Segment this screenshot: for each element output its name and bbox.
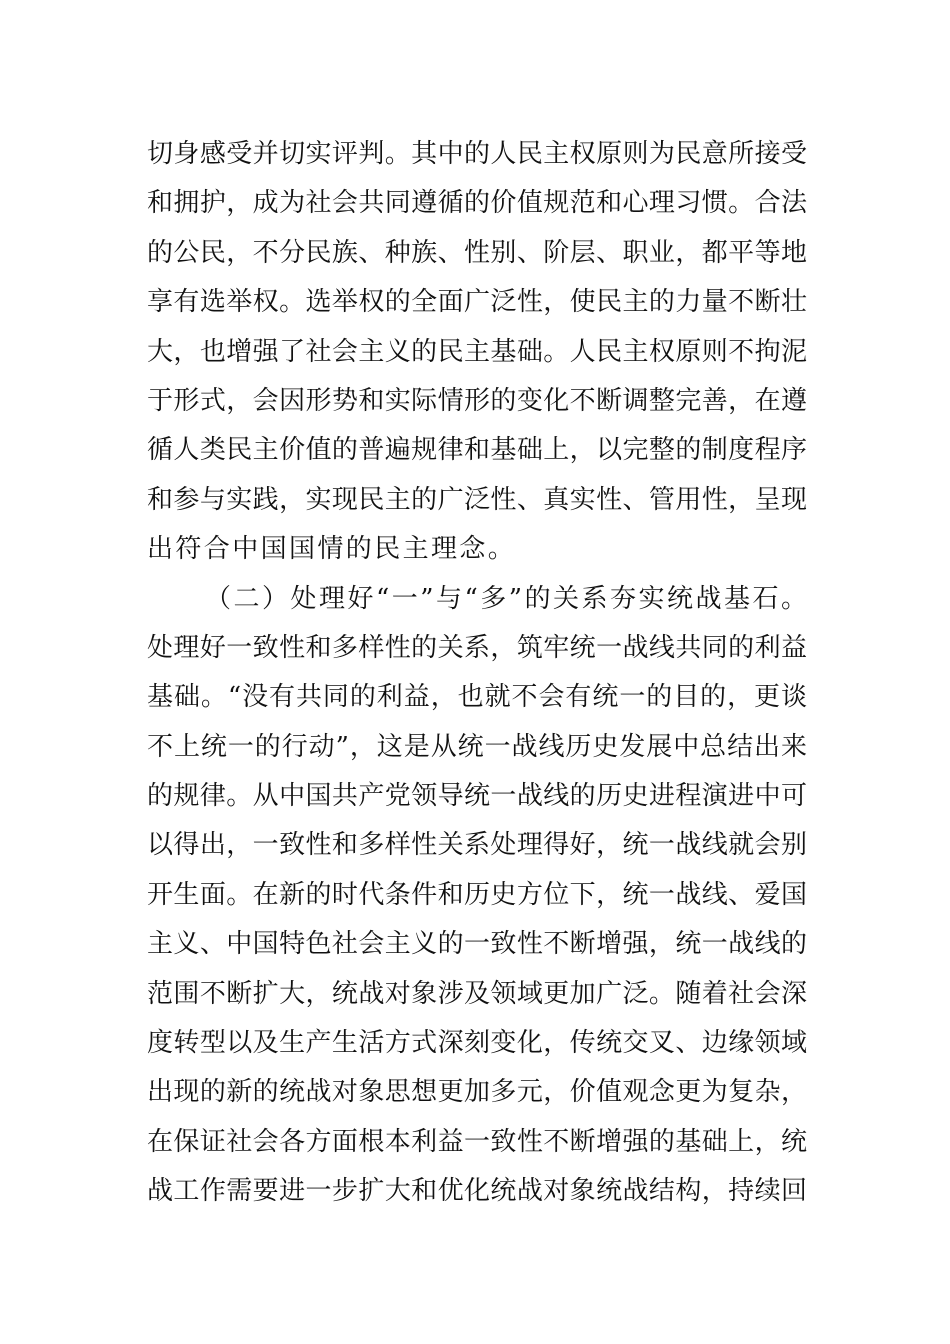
text-line: 主义、中国特色社会主义的一致性不断增强，统一战线的 (147, 929, 807, 960)
text-line: 享有选举权。选举权的全面广泛性，使民主的力量不断壮 (147, 287, 807, 318)
text-line: 出现的新的统战对象思想更加多元，价值观念更为复杂， (147, 1077, 807, 1108)
text-line: 于形式，会因形势和实际情形的变化不断调整完善，在遵 (147, 385, 807, 416)
text-line: 切身感受并切实评判。其中的人民主权原则为民意所接受 (147, 139, 807, 169)
body-text (147, 130, 807, 1217)
text-line: 的规律。从中国共产党领导统一战线的历史进程演进中可 (147, 781, 807, 812)
text-line: 不上统一的行动”，这是从统一战线历史发展中总结出来 (147, 731, 807, 762)
text-line: 开生面。在新的时代条件和历史方位下，统一战线、爱国 (147, 879, 807, 910)
text-line: 处理好一致性和多样性的关系，筑牢统一战线共同的利益 (147, 632, 807, 663)
text-line: 以得出，一致性和多样性关系处理得好，统一战线就会别 (147, 830, 807, 861)
paragraph-end-line: 出符合中国国情的民主理念。 (147, 534, 517, 565)
section-heading: （二）处理好“一”与“多”的关系夯实统战基石。 (205, 583, 807, 614)
text-line: 大，也增强了社会主义的民主基础。人民主权原则不拘泥 (147, 336, 807, 367)
text-line: 基础。“没有共同的利益，也就不会有统一的目的，更谈 (147, 682, 807, 713)
text-line: 循人类民主价值的普遍规律和基础上，以完整的制度程序 (147, 435, 807, 466)
text-line: 和参与实践，实现民主的广泛性、真实性、管用性，呈现 (147, 484, 807, 515)
text-line: 在保证社会各方面根本利益一致性不断增强的基础上，统 (147, 1126, 807, 1157)
text-line: 范围不断扩大，统战对象涉及领域更加广泛。随着社会深 (147, 978, 807, 1009)
text-line: 的公民，不分民族、种族、性别、阶层、职业，都平等地 (147, 237, 807, 268)
text-line: 和拥护，成为社会共同遵循的价值规范和心理习惯。合法 (147, 188, 807, 219)
text-line: 战工作需要进一步扩大和优化统战对象统战结构，持续回 (147, 1176, 807, 1207)
text-line: 度转型以及生产生活方式深刻变化，传统交叉、边缘领域 (147, 1028, 807, 1059)
